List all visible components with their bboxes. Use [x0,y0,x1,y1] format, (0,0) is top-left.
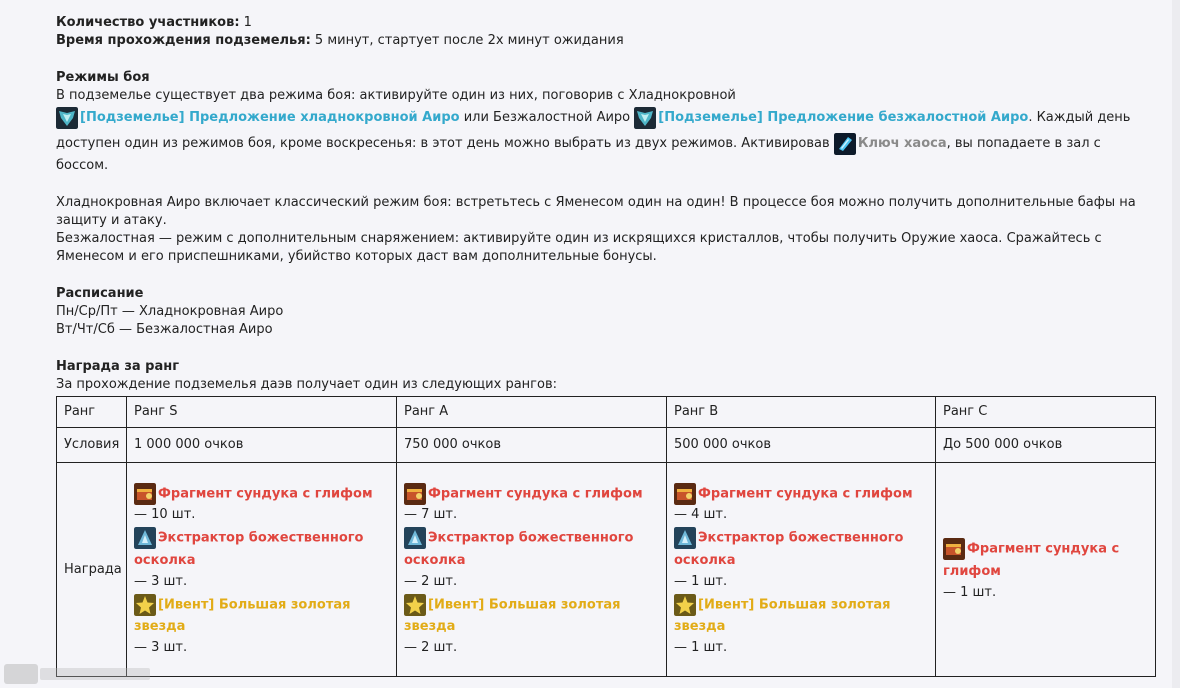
chest-fragment-icon [674,483,696,505]
shield-icon [634,107,656,129]
link-extractor[interactable]: Экстрактор божественного осколка [404,530,634,568]
reward-qty: — 4 шт. [674,507,728,523]
modes-text-3 [56,131,1156,157]
link-chest-fragment[interactable]: Фрагмент сундука с глифом [943,541,1120,579]
gold-star-icon [404,594,426,616]
table-cell: Ранг A [397,397,667,428]
schedule-line-1: Пн/Ср/Пт — Хладнокровная Аиро [56,304,284,319]
table-row [57,463,1156,677]
link-extractor[interactable]: Экстрактор божественного осколка [134,530,364,568]
shield-icon [56,107,78,129]
rank-intro: За прохождение подземелья даэв получает один из следующих рангов: [56,377,557,392]
table-cell: До 500 000 очков [936,428,1156,463]
cold-mode-text-1: Хладнокровная Аиро включает классический режим боя: встретьтесь с Яменесом один на один! В процессе боя можно получить дополнительные бафы на [56,195,1136,210]
gold-star-icon [134,594,156,616]
participants-line [56,14,1156,32]
participants-value: 1 [239,15,252,30]
link-extractor[interactable]: Экстрактор божественного осколка [674,530,904,568]
table-cell: Ранг S [127,397,397,428]
modes-text-hall: , вы попадаете в зал с [946,136,1101,151]
reward-cell-b [667,463,936,677]
article-body [56,14,1156,677]
link-chest-fragment[interactable]: Фрагмент сундука с глифом [698,486,913,502]
link-cold-airo-offer[interactable]: [Подземелье] Предложение хладнокровной Аиро [80,110,460,125]
table-cell: Ранг [57,397,127,428]
table-cell: 500 000 очков [667,428,936,463]
schedule-heading: Расписание [56,286,144,301]
extractor-icon [404,527,426,549]
modes-text-2 [56,105,1156,131]
reward-qty: — 10 шт. [134,507,196,523]
ruthless-mode-text-2: Яменесом и его приспешниками, убийство которых даст вам дополнительные бонусы. [56,249,657,264]
link-chest-fragment[interactable]: Фрагмент сундука с глифом [428,486,643,502]
reward-qty: — 3 шт. [134,573,188,589]
extractor-icon [674,527,696,549]
reward-qty: — 3 шт. [134,640,188,656]
reward-cell-s [127,463,397,677]
table-cell: Ранг C [936,397,1156,428]
extractor-icon [134,527,156,549]
reward-qty: — 2 шт. [404,640,458,656]
chest-fragment-icon [404,483,426,505]
table-cell: 750 000 очков [397,428,667,463]
reward-qty: — 1 шт. [674,573,728,589]
link-chest-fragment[interactable]: Фрагмент сундука с глифом [158,486,373,502]
link-chaos-key[interactable]: Ключ хаоса [857,136,947,151]
reward-cell-a [397,463,667,677]
schedule-line-2: Вт/Чт/Сб — Безжалостная Аиро [56,322,273,337]
gold-star-icon [674,594,696,616]
link-gold-star[interactable]: [Ивент] Большая золотая звезда [404,597,621,635]
time-line [56,32,1156,50]
chest-fragment-icon [134,483,156,505]
reward-qty: — 2 шт. [404,573,458,589]
modes-heading: Режимы боя [56,70,150,85]
reward-qty: — 1 шт. [943,584,997,600]
table-row [57,397,1156,428]
modes-text-available: доступен один из режимов боя, кроме воскресенья: в этот день можно выбрать из двух режимов. Активировав [56,136,834,151]
rank-heading: Награда за ранг [56,359,180,374]
participants-label: Количество участников: [56,15,240,30]
modes-text-or: или Безжалостной Аиро [459,110,635,125]
chest-fragment-icon [943,538,965,560]
time-value: 5 минут, стартует после 2х минут ожидания [310,33,624,48]
scrollbar[interactable] [1172,0,1180,688]
table-cell: Награда [57,463,127,677]
link-gold-star[interactable]: [Ивент] Большая золотая звезда [134,597,351,635]
table-cell: Условия [57,428,127,463]
modes-text-4: боссом. [56,158,109,173]
crystal-key-icon [834,133,856,155]
modes-text-each-day: . Каждый день [1028,110,1131,125]
table-cell: Ранг B [667,397,936,428]
time-label: Время прохождения подземелья: [56,33,311,48]
reward-cell-c [936,463,1156,677]
table-cell: 1 000 000 очков [127,428,397,463]
reward-qty: — 7 шт. [404,507,458,523]
ruthless-mode-text-1: Безжалостная — режим с дополнительным снаряжением: активируйте один из искрящихся кристаллов, чтобы получить Оружие хаоса. Сражайтесь с [56,231,1102,246]
link-ruthless-airo-offer[interactable]: [Подземелье] Предложение безжалостной Аиро [658,110,1029,125]
reward-qty: — 1 шт. [674,640,728,656]
site-logo [4,662,154,686]
modes-text-1: В подземелье существует два режима боя: активируйте один из них, поговорив с Хладнокровной [56,88,736,103]
table-row [57,428,1156,463]
cold-mode-text-2: защиту и атаку. [56,213,167,228]
rank-reward-table [56,396,1156,677]
link-gold-star[interactable]: [Ивент] Большая золотая звезда [674,597,891,635]
